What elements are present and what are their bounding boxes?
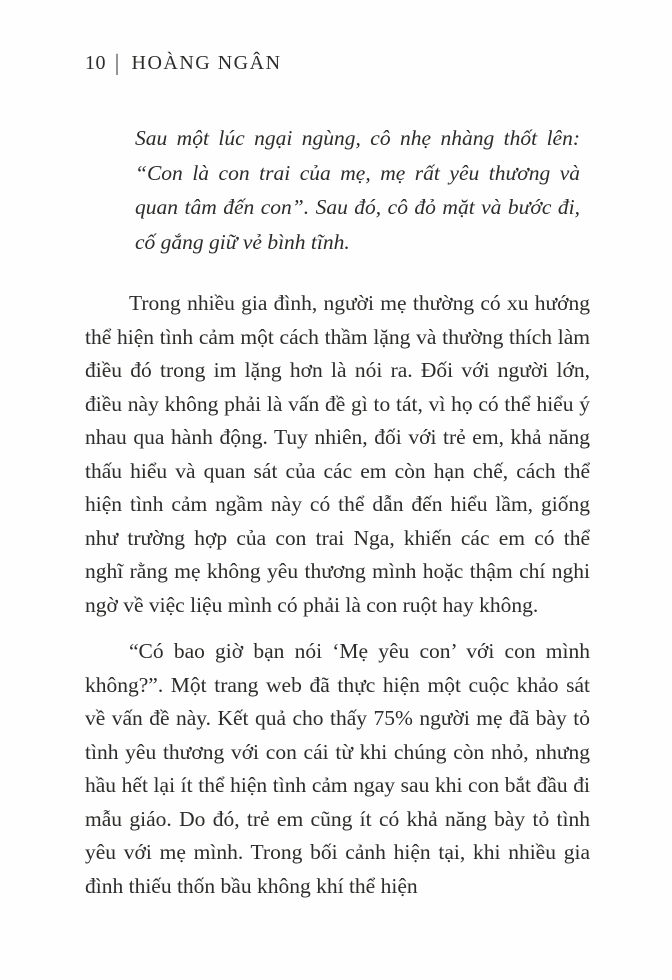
header-separator: | <box>115 50 120 76</box>
body-paragraph: Trong nhiều gia đình, người mẹ thường có xu hướng thể hiện tình cảm một cách thầm lặng và thường thích làm điều đó trong im lặng hơn là nói ra. Đối với người lớn, điều này không phải là vấn đề gì to tát, vì họ có thể hiểu ý nhau qua hành động. Tuy nhiên, đối với trẻ em, khả năng thấu hiểu và quan sát của các em còn hạn chế, cách thể hiện tình cảm ngầm này có thể dẫn đến hiểu lầm, giống như trường hợp của con trai Nga, khiến các em có thể nghĩ rằng mẹ không yêu thương mình hoặc thậm chí nghi ngờ về việc liệu mình có phải là con ruột hay không. <box>85 291 590 617</box>
page-number: 10 <box>85 52 106 74</box>
running-title: HOÀNG NGÂN <box>131 52 282 74</box>
block-quote: Sau một lúc ngại ngùng, cô nhẹ nhàng thốt lên: “Con là con trai của mẹ, mẹ rất yêu thương và quan tâm đến con”. Sau đó, cô đỏ mặt và bước đi, cố gắng giữ vẻ bình tĩnh. <box>135 126 580 254</box>
body-paragraph: “Có bao giờ bạn nói ‘Mẹ yêu con’ với con mình không?”. Một trang web đã thực hiện một cuộc khảo sát về vấn đề này. Kết quả cho thấy 75% người mẹ đã bày tỏ tình yêu thương với con cái từ khi chúng còn nhỏ, nhưng hầu hết lại ít thể hiện tình cảm ngay sau khi con bắt đầu đi mẫu giáo. Do đó, trẻ em cũng ít có khả năng bày tỏ tình yêu với mẹ mình. Trong bối cảnh hiện tại, khi nhiều gia đình thiếu thốn bầu không khí thể hiện <box>85 639 590 898</box>
running-header <box>85 52 590 75</box>
